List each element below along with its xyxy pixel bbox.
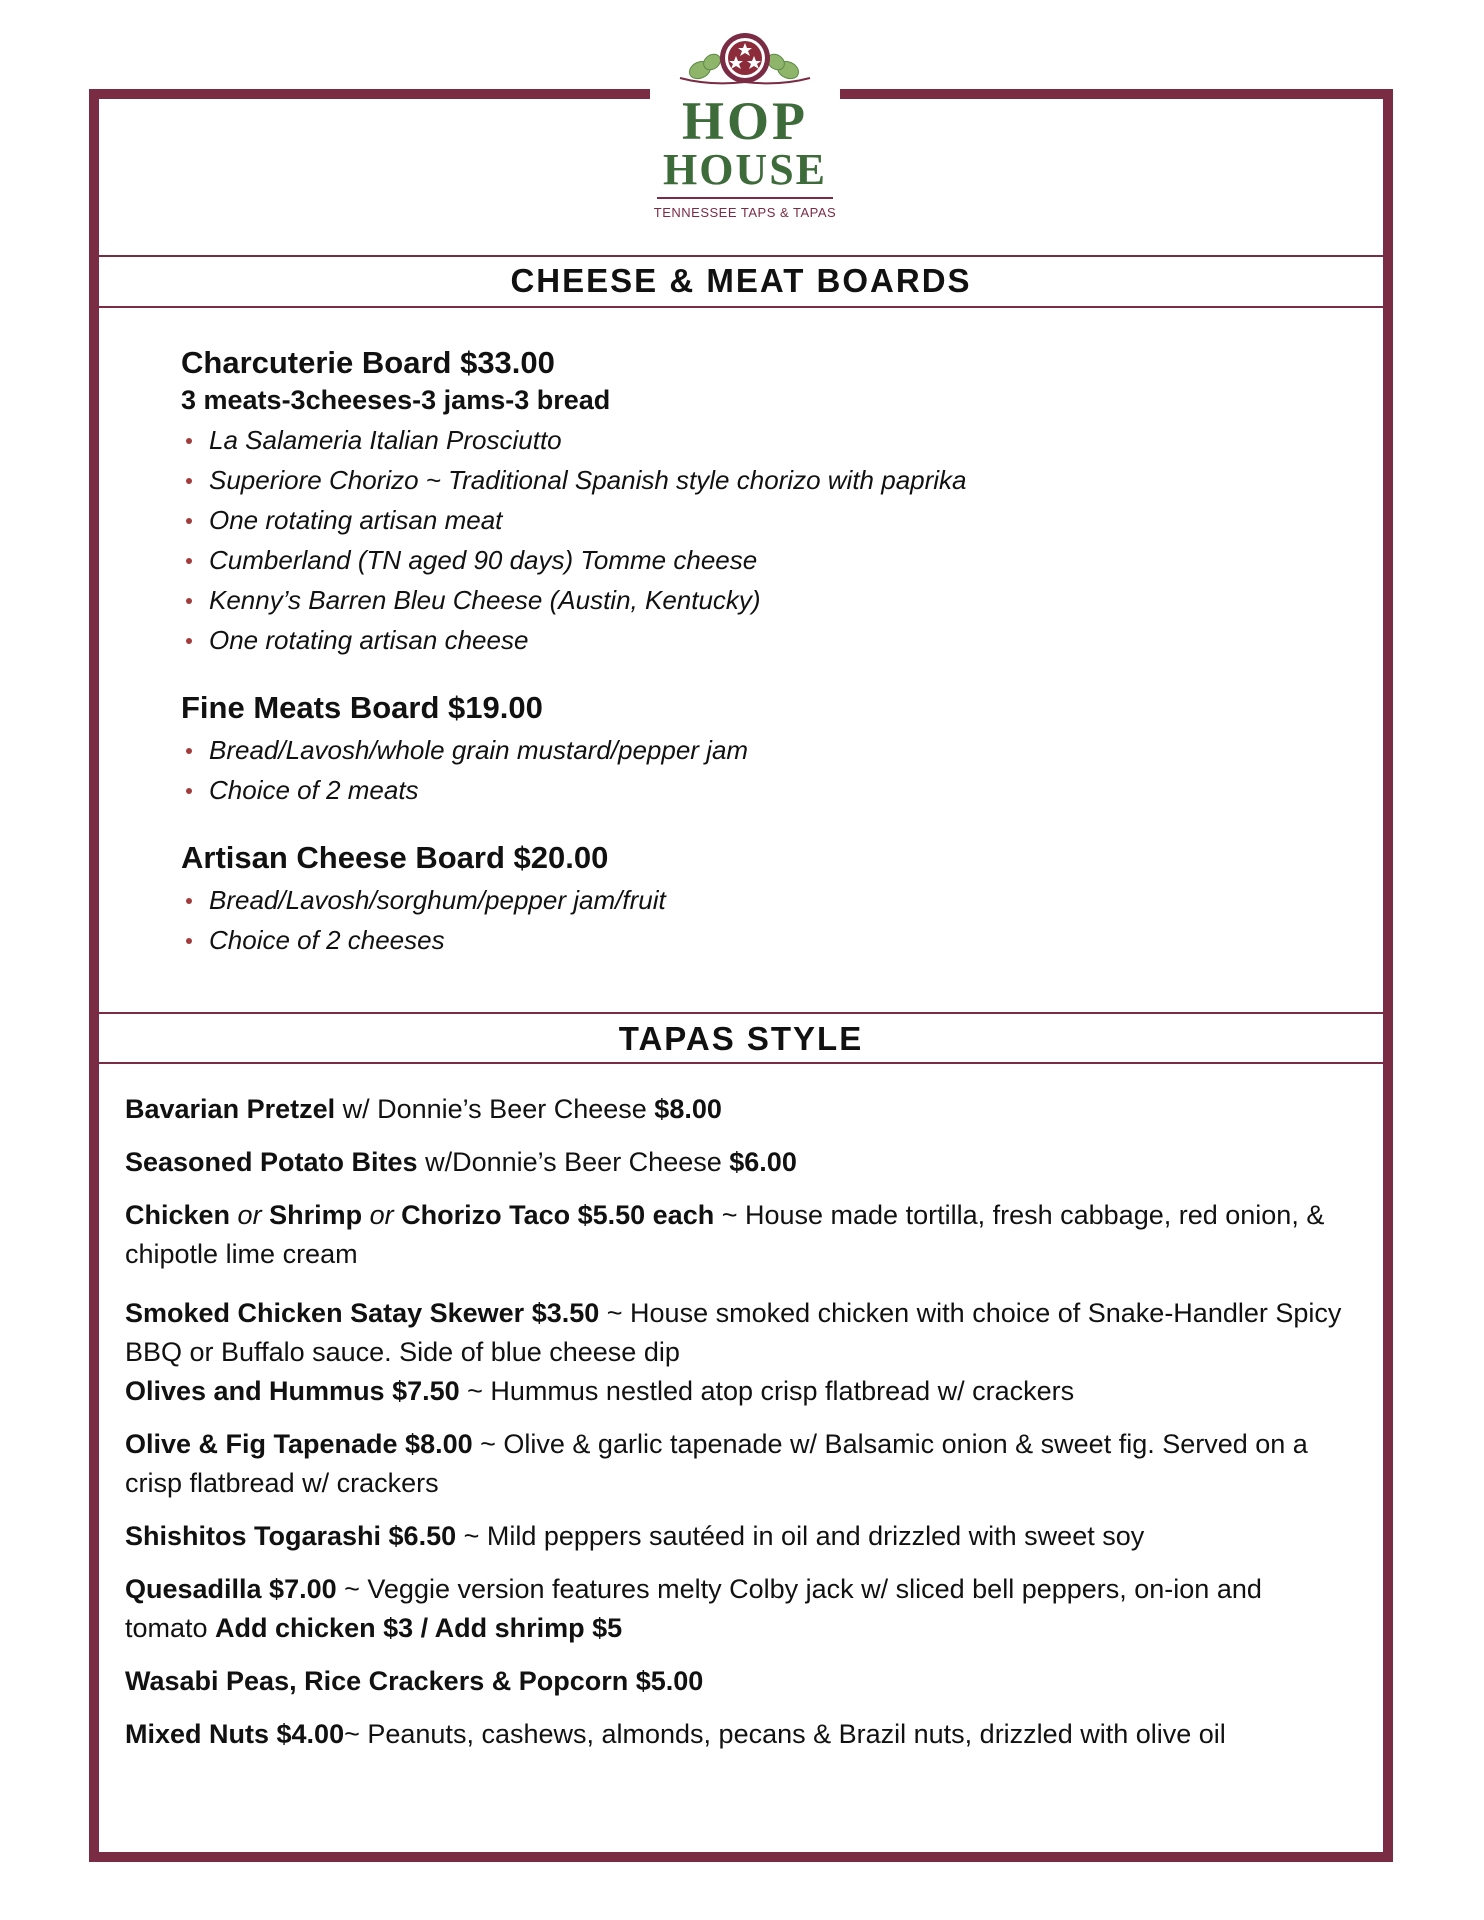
section-rule-top: [99, 255, 1383, 257]
boards-section-title: CHEESE & MEAT BOARDS: [510, 262, 972, 299]
tapa-desc: ~ Peanuts, cashews, almonds, pecans & Brazil nuts, drizzled with olive oil: [344, 1719, 1226, 1749]
section-rule-top: [99, 1012, 1383, 1014]
tapa-desc: ~ Olive & garlic tapenade w/ Balsamic onion & sweet fig. Served on a crisp flatbread w/ crackers: [125, 1429, 1308, 1498]
board-artisan-cheese: [181, 840, 1331, 960]
tapa-name: Quesadilla $7.00: [125, 1574, 337, 1604]
tapas-section-title: TAPAS STYLE: [618, 1020, 864, 1057]
tapa-name: Chorizo Taco $5.50 each: [401, 1200, 715, 1230]
tapas-section-header: [99, 1020, 1383, 1058]
tapa-desc: w/ Donnie’s Beer Cheese: [335, 1094, 655, 1124]
tapa-or: or: [230, 1200, 270, 1230]
board-item: Bread/Lavosh/sorghum/pepper jam/fruit: [181, 880, 1331, 920]
logo-divider: [657, 197, 833, 199]
board-title: Fine Meats Board $19.00: [181, 690, 543, 725]
tapa-item: [125, 1294, 1345, 1372]
logo-hop-text: HOP: [682, 91, 808, 151]
board-item: One rotating artisan cheese: [181, 620, 1331, 660]
board-item: Choice of 2 meats: [181, 770, 1331, 810]
tapa-item: [125, 1425, 1345, 1503]
board-items: [181, 880, 1331, 960]
tapa-price: $8.00: [654, 1094, 722, 1124]
tapa-item: [125, 1143, 1345, 1182]
board-title: Artisan Cheese Board $20.00: [181, 840, 609, 875]
tapa-item: [125, 1570, 1345, 1648]
board-fine-meats: [181, 690, 1331, 810]
board-item: Bread/Lavosh/whole grain mustard/pepper jam: [181, 730, 1331, 770]
tapa-item: [125, 1715, 1345, 1754]
tapa-price: $6.00: [729, 1147, 797, 1177]
board-subtitle: 3 meats-3cheeses-3 jams-3 bread: [181, 385, 611, 415]
boards-list: [181, 345, 1331, 990]
tapa-item: [125, 1662, 1345, 1701]
tapa-name: Bavarian Pretzel: [125, 1094, 336, 1124]
hop-house-logo: [645, 30, 845, 220]
board-charcuterie: [181, 345, 1331, 660]
board-items: [181, 420, 1331, 660]
tristar-hops-emblem-icon: [670, 30, 820, 92]
tapa-name: Wasabi Peas, Rice Crackers & Popcorn $5.00: [125, 1666, 704, 1696]
logo-tagline: TENNESSEE TAPS & TAPAS: [653, 205, 837, 220]
tapa-name: Chicken: [125, 1200, 231, 1230]
tapa-addon: Add chicken $3 / Add shrimp $5: [215, 1613, 623, 1643]
tapa-item: [125, 1517, 1345, 1556]
board-item: La Salameria Italian Prosciutto: [181, 420, 1331, 460]
board-item: Kenny’s Barren Bleu Cheese (Austin, Kentucky): [181, 580, 1331, 620]
tapa-desc: ~ Veggie version features melty Colby jack w/ sliced bell peppers, on-ion and tomato: [125, 1574, 1262, 1643]
board-item: Superiore Chorizo ~ Traditional Spanish style chorizo with paprika: [181, 460, 1331, 500]
tapa-name: Smoked Chicken Satay Skewer $3.50: [125, 1298, 600, 1328]
tapa-item: [125, 1090, 1345, 1129]
tapa-name: Olives and Hummus $7.50: [125, 1376, 460, 1406]
board-item: Choice of 2 cheeses: [181, 920, 1331, 960]
board-items: [181, 730, 1331, 810]
tapa-desc: ~ House smoked chicken with choice of Snake-Handler Spicy BBQ or Buffalo sauce. Side of blue cheese dip: [125, 1298, 1342, 1367]
section-rule-bottom: [99, 306, 1383, 308]
tapa-or: or: [362, 1200, 402, 1230]
board-item: One rotating artisan meat: [181, 500, 1331, 540]
tapa-desc: ~ Hummus nestled atop crisp flatbread w/ crackers: [459, 1376, 1075, 1406]
tapa-desc: ~ House made tortilla, fresh cabbage, red onion, & chipotle lime cream: [125, 1200, 1325, 1269]
tapa-name: Olive & Fig Tapenade $8.00: [125, 1429, 473, 1459]
tapa-name: Shrimp: [269, 1200, 363, 1230]
section-rule-bottom: [99, 1062, 1383, 1064]
board-title: Charcuterie Board $33.00: [181, 345, 555, 380]
logo-house-text: HOUSE: [662, 145, 828, 194]
tapa-item: [125, 1372, 1345, 1411]
boards-section-header: [99, 262, 1383, 300]
board-item: Cumberland (TN aged 90 days) Tomme cheese: [181, 540, 1331, 580]
tapa-item: [125, 1196, 1345, 1274]
tapa-name: Seasoned Potato Bites: [125, 1147, 418, 1177]
tapa-desc: w/Donnie’s Beer Cheese: [417, 1147, 730, 1177]
tapa-desc: ~ Mild peppers sautéed in oil and drizzled with sweet soy: [456, 1521, 1145, 1551]
tapas-list: [125, 1090, 1345, 1768]
tapa-name: Shishitos Togarashi $6.50: [125, 1521, 457, 1551]
tapa-name: Mixed Nuts $4.00: [125, 1719, 345, 1749]
